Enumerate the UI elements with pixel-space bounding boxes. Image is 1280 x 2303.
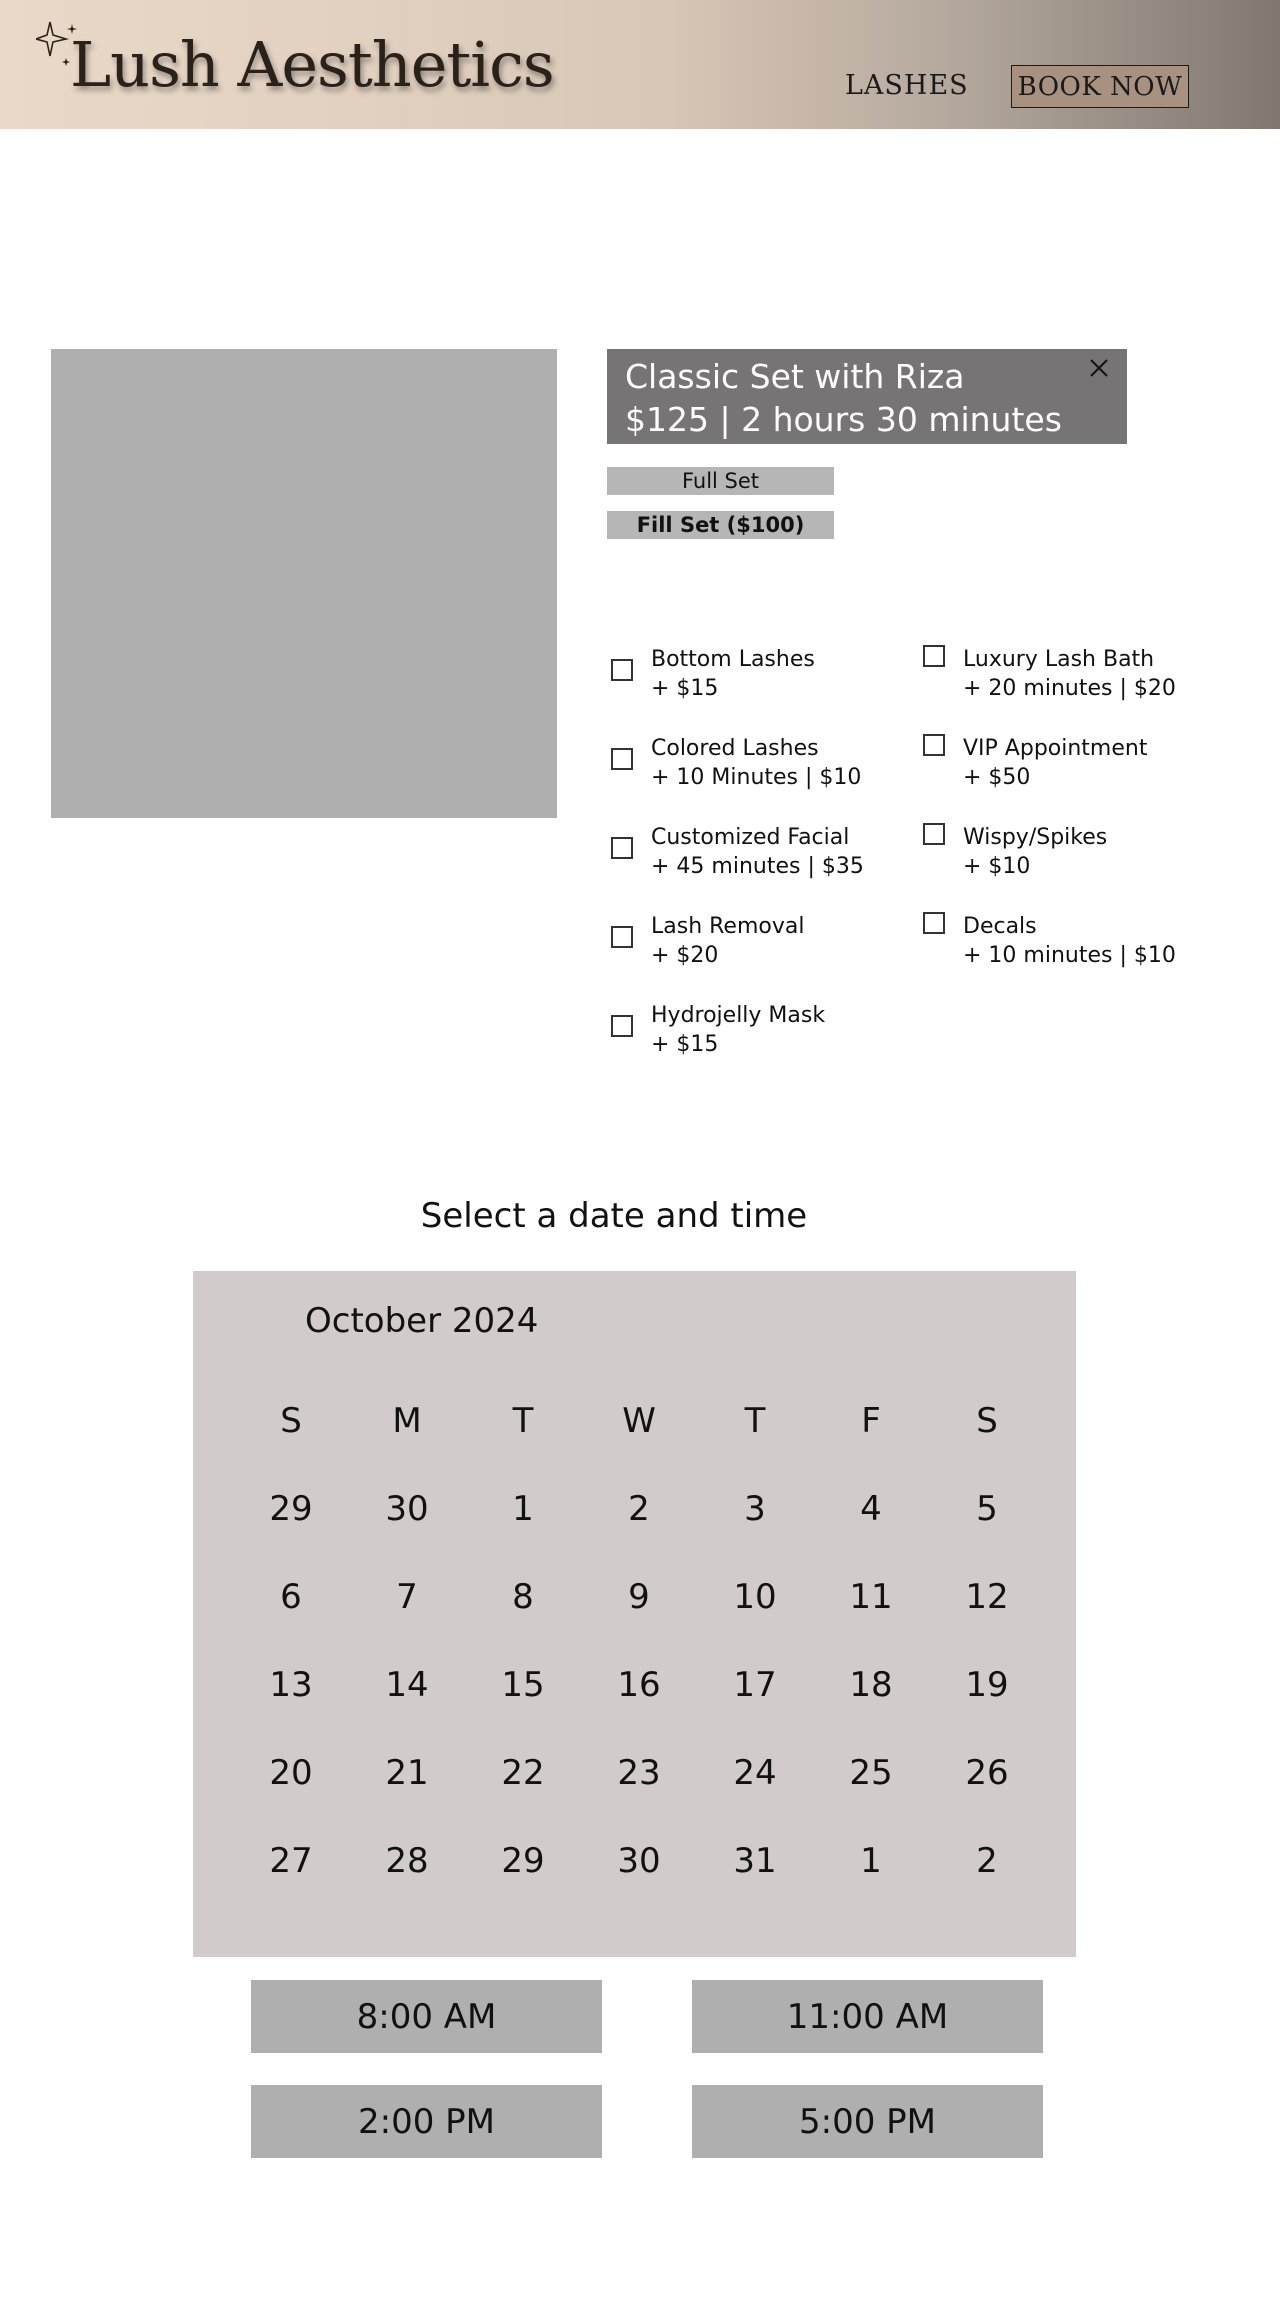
calendar-day[interactable]: 29: [501, 1841, 545, 1881]
addon-checkbox[interactable]: [611, 748, 633, 770]
calendar-day[interactable]: 12: [965, 1577, 1009, 1617]
addon-detail: + 20 minutes | $20: [963, 676, 1176, 701]
addon-customized-facial: [611, 823, 864, 881]
addon-detail: + 45 minutes | $35: [651, 854, 864, 879]
calendar-day[interactable]: 5: [976, 1489, 998, 1529]
full-set-button[interactable]: Full Set: [607, 467, 834, 495]
calendar-day[interactable]: 19: [965, 1665, 1009, 1705]
addon-checkbox[interactable]: [923, 734, 945, 756]
calendar-day[interactable]: 11: [849, 1577, 893, 1617]
addon-checkbox[interactable]: [923, 912, 945, 934]
calendar-day[interactable]: 7: [396, 1577, 418, 1617]
addon-checkbox[interactable]: [923, 645, 945, 667]
date-time-heading: Select a date and time: [420, 1196, 808, 1236]
addon-lash-removal: [611, 912, 804, 970]
weekday-label: T: [512, 1401, 534, 1441]
calendar-day[interactable]: 1: [860, 1841, 882, 1881]
addon-detail: + $15: [651, 676, 719, 701]
addon-checkbox[interactable]: [611, 837, 633, 859]
weekday-label: S: [280, 1401, 302, 1441]
addon-checkbox[interactable]: [611, 659, 633, 681]
nav-lashes-link[interactable]: LASHES: [845, 70, 969, 101]
calendar-day[interactable]: 30: [385, 1489, 429, 1529]
calendar-month-label: October 2024: [305, 1301, 539, 1341]
calendar-day[interactable]: 14: [385, 1665, 429, 1705]
calendar-day[interactable]: 25: [849, 1753, 893, 1793]
addon-hydrojelly-mask: [611, 1001, 825, 1059]
calendar-day[interactable]: 27: [269, 1841, 313, 1881]
calendar-day[interactable]: 31: [733, 1841, 777, 1881]
addon-colored-lashes: [611, 734, 861, 792]
calendar-day[interactable]: 1: [512, 1489, 534, 1529]
addon-detail: + $50: [963, 765, 1031, 790]
time-slot-button[interactable]: 2:00 PM: [251, 2085, 602, 2158]
addon-checkbox[interactable]: [611, 926, 633, 948]
service-price-duration: $125 | 2 hours 30 minutes: [625, 400, 1062, 439]
calendar-day[interactable]: 21: [385, 1753, 429, 1793]
book-now-button[interactable]: BOOK NOW: [1011, 65, 1189, 108]
addon-detail: + $20: [651, 943, 719, 968]
addon-detail: + $15: [651, 1032, 719, 1057]
addon-detail: + $10: [963, 854, 1031, 879]
addon-decals: [923, 912, 1176, 970]
addon-luxury-lash-bath: [923, 645, 1176, 703]
calendar-week-row: [233, 1489, 1045, 1577]
addon-name: Hydrojelly Mask: [651, 1003, 826, 1028]
calendar-day[interactable]: 18: [849, 1665, 893, 1705]
fill-set-button[interactable]: Fill Set ($100): [607, 511, 834, 539]
calendar-day[interactable]: 22: [501, 1753, 545, 1793]
calendar-week-row: [233, 1841, 1045, 1929]
site-header: [0, 0, 1280, 129]
addon-bottom-lashes: [611, 645, 815, 703]
addon-name: Bottom Lashes: [651, 647, 815, 672]
close-icon[interactable]: [1088, 357, 1110, 379]
service-image-placeholder: [51, 349, 557, 818]
addon-name: Colored Lashes: [651, 736, 819, 761]
calendar-day[interactable]: 20: [269, 1753, 313, 1793]
calendar-week-row: [233, 1753, 1045, 1841]
addon-detail: + 10 Minutes | $10: [651, 765, 862, 790]
addon-checkbox[interactable]: [923, 823, 945, 845]
calendar-day[interactable]: 16: [617, 1665, 661, 1705]
service-card: [607, 349, 1127, 444]
calendar-day[interactable]: 30: [617, 1841, 661, 1881]
calendar-day[interactable]: 13: [269, 1665, 313, 1705]
time-slot-button[interactable]: 5:00 PM: [692, 2085, 1043, 2158]
addon-detail: + 10 minutes | $10: [963, 943, 1176, 968]
calendar-day[interactable]: 17: [733, 1665, 777, 1705]
calendar-day[interactable]: 10: [733, 1577, 777, 1617]
calendar-day[interactable]: 6: [280, 1577, 302, 1617]
calendar-day[interactable]: 28: [385, 1841, 429, 1881]
addon-name: Customized Facial: [651, 825, 850, 850]
calendar-day[interactable]: 23: [617, 1753, 661, 1793]
calendar-grid: [233, 1401, 1045, 1929]
weekday-label: W: [622, 1401, 656, 1441]
addon-wispy-spikes: [923, 823, 1107, 881]
calendar-day[interactable]: 26: [965, 1753, 1009, 1793]
weekday-label: T: [744, 1401, 766, 1441]
addon-name: VIP Appointment: [963, 736, 1148, 761]
calendar-week-row: [233, 1665, 1045, 1753]
calendar: [193, 1271, 1076, 1957]
calendar-day[interactable]: 4: [860, 1489, 882, 1529]
addon-name: Wispy/Spikes: [963, 825, 1108, 850]
weekday-label: M: [392, 1401, 422, 1441]
time-slot-button[interactable]: 11:00 AM: [692, 1980, 1043, 2053]
calendar-day[interactable]: 24: [733, 1753, 777, 1793]
calendar-day[interactable]: 29: [269, 1489, 313, 1529]
weekday-header-row: [233, 1401, 1045, 1489]
addon-vip-appointment: [923, 734, 1147, 792]
calendar-day[interactable]: 8: [512, 1577, 534, 1617]
calendar-day[interactable]: 9: [628, 1577, 650, 1617]
calendar-day[interactable]: 3: [744, 1489, 766, 1529]
weekday-label: F: [861, 1401, 881, 1441]
time-slot-button[interactable]: 8:00 AM: [251, 1980, 602, 2053]
calendar-day[interactable]: 2: [628, 1489, 650, 1529]
calendar-week-row: [233, 1577, 1045, 1665]
service-title: Classic Set with Riza: [625, 357, 965, 396]
calendar-day[interactable]: 15: [501, 1665, 545, 1705]
addon-name: Decals: [963, 914, 1037, 939]
addon-checkbox[interactable]: [611, 1015, 633, 1037]
logo[interactable]: Lush Aesthetics: [70, 28, 554, 101]
calendar-day[interactable]: 2: [976, 1841, 998, 1881]
addon-name: Luxury Lash Bath: [963, 647, 1155, 672]
weekday-label: S: [976, 1401, 998, 1441]
addon-name: Lash Removal: [651, 914, 805, 939]
